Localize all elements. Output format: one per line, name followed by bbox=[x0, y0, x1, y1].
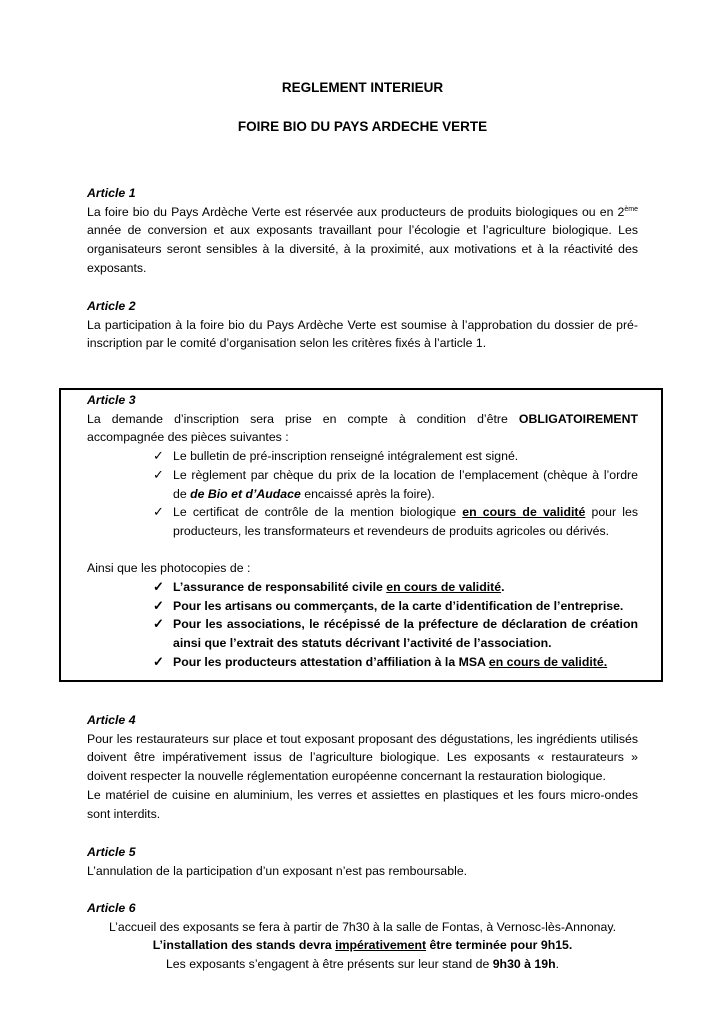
document-title: REGLEMENT INTERIEUR bbox=[281, 80, 444, 95]
list-item: ✓ Pour les associations, le récépissé de la préfecture de déclaration de création ainsi que l’extrait des statuts décrivant l’activité de l’association. bbox=[153, 616, 638, 651]
list-item: ✓ Le certificat de contrôle de la mention biologique en cours de validité pour les producteurs, les transformateurs et revendeurs de produits agricoles ou dérivés. bbox=[153, 504, 638, 538]
list-item: ✓ Le bulletin de pré-inscription renseigné intégralement est signé. bbox=[87, 447, 638, 466]
article-3 bbox=[87, 391, 638, 672]
article-1-title: Article 1 bbox=[87, 186, 136, 200]
article-6 bbox=[87, 899, 638, 974]
list-item: ✓ Le règlement par chèque du prix de la location de l’emplacement (chèque à l’ordre de de Bio et d’Audace encaissé après la foire). bbox=[153, 466, 638, 501]
checkmark-icon: ✓ bbox=[153, 448, 164, 464]
list-item: ✓ Pour les artisans ou commerçants, de la carte d’identification de l’entreprise. bbox=[87, 597, 638, 616]
article-6-line-2: L’installation des stands devra impérativement être terminée pour 9h15. bbox=[152, 938, 573, 953]
article-6-line-3: Les exposants s’engagent à être présents sur leur stand de 9h30 à 19h. bbox=[165, 957, 560, 972]
article-2-text: La participation à la foire bio du Pays Ardèche Verte est soumise à l’approbation du dossier de pré-inscription par le comité d’organisation selon les critères fixés à l’article 1. bbox=[87, 317, 638, 351]
checkmark-icon: ✓ bbox=[153, 653, 164, 669]
article-4 bbox=[87, 711, 638, 823]
document-subtitle: FOIRE BIO DU PAYS ARDECHE VERTE bbox=[237, 119, 488, 134]
article-6-title: Article 6 bbox=[87, 901, 136, 915]
superscript-eme: ème bbox=[624, 205, 638, 213]
checkmark-icon: ✓ bbox=[153, 504, 164, 520]
article-2 bbox=[87, 297, 638, 353]
list-item: ✓ Pour les producteurs attestation d’affiliation à la MSA en cours de validité. bbox=[87, 653, 638, 672]
photocopies-intro: Ainsi que les photocopies de : bbox=[87, 561, 251, 576]
checkmark-icon: ✓ bbox=[153, 616, 164, 632]
article-1 bbox=[87, 184, 638, 278]
article-3-intro: La demande d’inscription sera prise en compte à condition d’être OBLIGATOIREMENT accompagnée des pièces suivantes : bbox=[87, 411, 638, 445]
checkmark-icon: ✓ bbox=[153, 579, 164, 595]
list-item: ✓ L’assurance de responsabilité civile en cours de validité. bbox=[87, 578, 638, 597]
article-1-text: La foire bio du Pays Ardèche Verte est réservée aux producteurs de produits biologiques ou en 2ème année de conversion et aux exposants travaillant pour l’écologie et l’agriculture biologique. Les organisateurs seront sensibles à la diversité, à la proximité, aux motivations et à la réactivité des exposants. bbox=[87, 204, 638, 275]
required-documents-list bbox=[87, 447, 638, 541]
article-4-title: Article 4 bbox=[87, 713, 136, 727]
article-6-line-1: L’accueil des exposants se fera à partir de 7h30 à la salle de Fontas, à Vernosc-lès-Annonay. bbox=[109, 919, 616, 934]
photocopies-list bbox=[87, 578, 638, 672]
article-5-text: L’annulation de la participation d’un exposant n’est pas remboursable. bbox=[87, 863, 468, 878]
checkmark-icon: ✓ bbox=[153, 466, 164, 482]
article-2-title: Article 2 bbox=[87, 299, 136, 313]
article-5-title: Article 5 bbox=[87, 845, 136, 859]
checkmark-icon: ✓ bbox=[153, 597, 164, 613]
article-4-text-1: Pour les restaurateurs sur place et tout exposant proposant des dégustations, les ingrédients utilisés doivent être impérativement issus de l’agriculture biologique. Les exposants « restaurateurs » doivent respecter la nouvelle réglementation européenne concernant la restauration biologique. bbox=[87, 731, 638, 784]
article-4-text-2: Le matériel de cuisine en aluminium, les verres et assiettes en plastiques et les fours micro-ondes sont interdits. bbox=[87, 787, 638, 821]
article-3-title: Article 3 bbox=[87, 393, 136, 407]
article-5 bbox=[87, 843, 638, 880]
